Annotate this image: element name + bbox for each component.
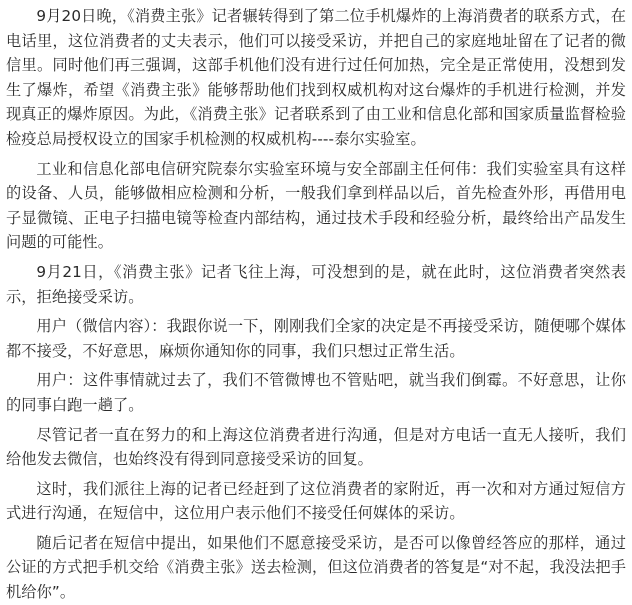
- paragraph-2: 工业和信息化部电信研究院泰尔实验室环境与安全部副主任何伟：我们实验室具有这样的设备、人员，能够做相应检测和分析，一般我们拿到样品以后，首先检查外形，再借用电子显微镜、正电子扫描电镜等检查内部结构，通过技术手段和经验分析，最终给出产品发生问题的可能性。: [6, 159, 626, 252]
- paragraph-7: 这时，我们派往上海的记者已经赶到了这位消费者的家附近，再一次和对方通过短信方式进行沟通，在短信中，这位用户表示他们不接受任何媒体的采访。: [6, 479, 626, 523]
- paragraph-5: 用户：这件事情就过去了，我们不管微博也不管贴吧，就当我们倒霉。不好意思，让你的同事白跑一趟了。: [6, 371, 626, 414]
- paragraph-1: 9月20日晚，《消费主张》记者辗转得到了第二位手机爆炸的上海消费者的联系方式，在电话里，这位消费者的丈夫表示，他们可以接受采访，并把自己的家庭地址留在了记者的微信里。同时他们再三强调，这部手机他们没有进行过任何加热，完全是正常使用，没想到发生了爆炸，希望《消费主张》能够帮助他们找到权威机构对这台爆炸的手机进行检测，并发现真正的爆炸原因。为此，《消费主张》记者联系到了由工业和信息化部和国家质量监督检验检疫总局授权设立的国家手机检测的权威机构----泰尔实验室。: [6, 7, 626, 148]
- paragraph-4: 用户（微信内容）：我跟你说一下，刚刚我们全家的决定是不再接受采访，随便哪个媒体都不接受，不好意思，麻烦你通知你的同事，我们只想过正常生活。: [6, 317, 626, 360]
- paragraph-8: 随后记者在短信中提出，如果他们不愿意接受采访，是否可以像曾经答应的那样，通过公证的方式把手机交给《消费主张》送去检测，但这位消费者的答复是“对不起，我没法把手机给你”。: [6, 533, 626, 602]
- paragraph-3: 9月21日，《消费主张》记者飞往上海，可没想到的是，就在此时，这位消费者突然表示，拒绝接受采访。: [6, 262, 626, 306]
- paragraph-6: 尽管记者一直在努力的和上海这位消费者进行沟通，但是对方电话一直无人接听，我们给他发去微信，也始终没有得到同意接受采访的回复。: [6, 425, 626, 469]
